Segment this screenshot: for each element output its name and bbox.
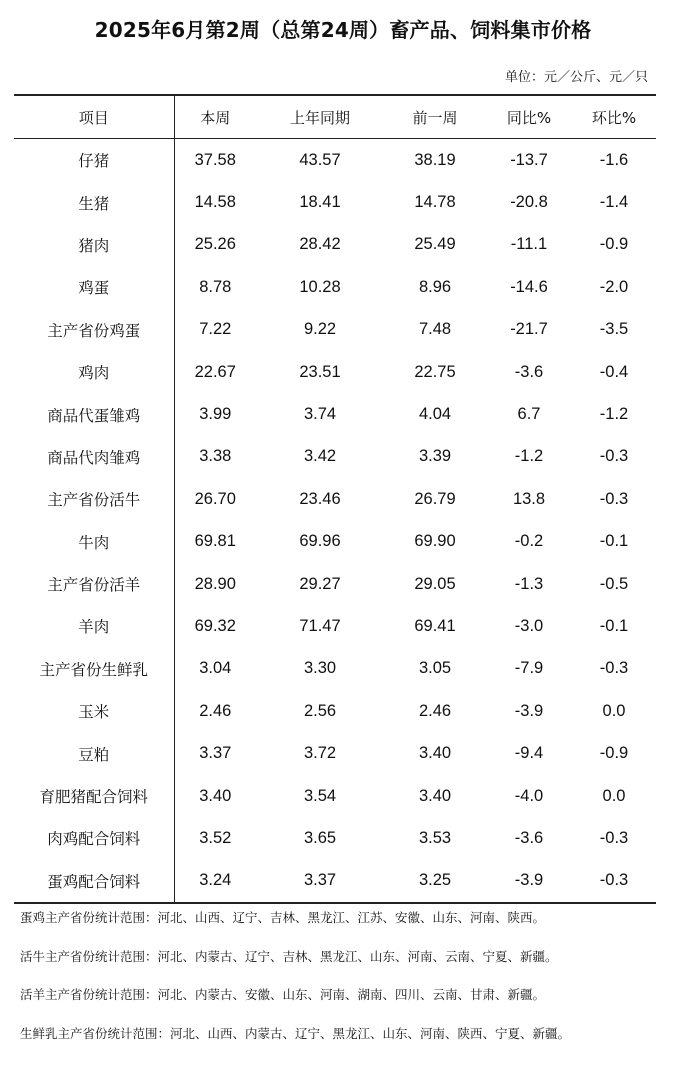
cell-item: 主产省份生鲜乳 — [14, 648, 174, 690]
table-row — [14, 393, 656, 435]
cell-item: 肉鸡配合饲料 — [14, 817, 174, 859]
price-table — [14, 94, 656, 904]
cell-item: 玉米 — [14, 690, 174, 732]
table-row — [14, 436, 656, 478]
cell-prev-week: 3.53 — [418, 828, 452, 847]
cell-item: 牛肉 — [14, 521, 174, 563]
cell-wow: -0.3 — [572, 860, 656, 903]
cell-prev-week: 3.39 — [418, 447, 452, 466]
cell-yoy: -1.2 — [514, 447, 544, 466]
header-this-week: 本周 — [174, 95, 256, 139]
cell-wow: -0.1 — [599, 616, 629, 635]
cell-this-week: 3.52 — [199, 828, 232, 847]
cell-last-year: 3.72 — [303, 744, 337, 763]
table-row — [14, 860, 656, 903]
cell-prev-week: 3.40 — [418, 786, 452, 805]
cell-yoy: -0.2 — [514, 532, 544, 551]
cell-wow: -0.3 — [599, 489, 629, 508]
cell-this-week: 14.58 — [194, 193, 236, 212]
cell-wow: -0.3 — [599, 447, 629, 466]
cell-yoy: 13.8 — [512, 489, 546, 508]
cell-wow: -0.4 — [599, 362, 629, 381]
cell-wow: -0.3 — [599, 659, 629, 678]
cell-item: 鸡蛋 — [14, 266, 174, 308]
cell-yoy: -3.6 — [514, 362, 544, 381]
cell-yoy: -14.6 — [510, 277, 548, 296]
cell-item: 猪肉 — [14, 224, 174, 266]
cell-this-week: 3.37 — [199, 744, 232, 763]
cell-wow: 0.0 — [602, 701, 626, 720]
cell-last-year: 71.47 — [299, 616, 341, 635]
header-yoy: 同比% — [486, 95, 572, 139]
cell-wow: -0.9 — [599, 235, 629, 254]
cell-yoy: -7.9 — [514, 659, 544, 678]
cell-last-year: 3.42 — [303, 447, 337, 466]
cell-prev-week: 69.90 — [414, 532, 456, 551]
table-row — [14, 181, 656, 223]
table-row — [14, 563, 656, 605]
cell-prev-week: 7.48 — [418, 320, 452, 339]
table-row — [14, 648, 656, 690]
cell-last-year: 23.51 — [299, 362, 341, 381]
cell-last-year: 69.96 — [299, 532, 341, 551]
cell-last-year: 10.28 — [299, 277, 341, 296]
cell-wow: 0.0 — [602, 786, 626, 805]
table-row — [14, 690, 656, 732]
cell-prev-week: 3.25 — [384, 860, 486, 903]
table-row — [14, 817, 656, 859]
cell-item: 豆粕 — [14, 732, 174, 774]
cell-yoy: -3.9 — [514, 701, 544, 720]
header-item: 项目 — [14, 95, 174, 139]
cell-item: 鸡肉 — [14, 351, 174, 393]
cell-yoy: -9.4 — [514, 744, 544, 763]
cell-wow: -0.3 — [599, 828, 629, 847]
cell-this-week: 28.90 — [194, 574, 236, 593]
cell-last-year: 23.46 — [299, 489, 341, 508]
cell-prev-week: 3.05 — [418, 659, 452, 678]
cell-prev-week: 25.49 — [414, 235, 456, 254]
header-last-year: 上年同期 — [256, 95, 384, 139]
cell-prev-week: 69.41 — [414, 616, 456, 635]
header-prev-week: 前一周 — [384, 95, 486, 139]
cell-item: 羊肉 — [14, 605, 174, 647]
cell-this-week: 3.04 — [199, 659, 232, 678]
cell-prev-week: 22.75 — [414, 362, 456, 381]
cell-last-year: 2.56 — [303, 701, 337, 720]
table-row — [14, 224, 656, 266]
cell-this-week: 7.22 — [199, 320, 232, 339]
cell-this-week: 37.58 — [194, 150, 236, 169]
table-row — [14, 605, 656, 647]
cell-yoy: -20.8 — [510, 193, 548, 212]
cell-item: 主产省份活羊 — [14, 563, 174, 605]
note-line: 活羊主产省份统计范围：河北、内蒙古、安徽、山东、河南、湖南、四川、云南、甘肃、新疆。 — [20, 987, 546, 1002]
cell-last-year: 43.57 — [299, 150, 341, 169]
cell-yoy: 6.7 — [517, 405, 541, 424]
cell-wow: -0.9 — [599, 744, 629, 763]
cell-wow: -2.0 — [599, 277, 629, 296]
cell-wow: -0.5 — [599, 574, 629, 593]
cell-wow: -1.6 — [599, 150, 629, 169]
table-row — [14, 478, 656, 520]
note-line: 生鲜乳主产省份统计范围：河北、山西、内蒙古、辽宁、黑龙江、山东、河南、陕西、宁夏、新疆。 — [20, 1025, 571, 1041]
note-line: 活牛主产省份统计范围：河北、内蒙古、辽宁、吉林、黑龙江、山东、河南、云南、宁夏、新疆。 — [20, 948, 558, 964]
table-header-row — [14, 95, 656, 139]
notes-section — [20, 908, 670, 1062]
cell-last-year: 3.37 — [256, 860, 384, 903]
cell-this-week: 8.78 — [199, 277, 232, 296]
cell-this-week: 3.24 — [174, 860, 256, 903]
cell-this-week: 25.26 — [194, 235, 236, 254]
cell-yoy: -3.0 — [514, 616, 544, 635]
cell-item: 生猪 — [14, 181, 174, 223]
cell-yoy: -4.0 — [514, 786, 544, 805]
table-row — [14, 732, 656, 774]
cell-prev-week: 38.19 — [414, 150, 456, 169]
table-row — [14, 139, 656, 182]
cell-this-week: 22.67 — [194, 362, 236, 381]
note-line: 蛋鸡主产省份统计范围：河北、山西、辽宁、吉林、黑龙江、江苏、安徽、山东、河南、陕西。 — [20, 910, 546, 925]
cell-item: 商品代蛋雏鸡 — [14, 393, 174, 435]
table-row — [14, 775, 656, 817]
cell-wow: -3.5 — [599, 320, 629, 339]
cell-item: 商品代肉雏鸡 — [14, 436, 174, 478]
cell-yoy: -1.3 — [514, 574, 544, 593]
cell-last-year: 3.65 — [303, 828, 337, 847]
cell-prev-week: 4.04 — [418, 405, 452, 424]
cell-last-year: 3.74 — [303, 405, 337, 424]
cell-this-week: 69.81 — [194, 532, 236, 551]
cell-prev-week: 26.79 — [414, 489, 456, 508]
table-row — [14, 521, 656, 563]
cell-yoy: -13.7 — [510, 150, 548, 169]
cell-prev-week: 3.40 — [418, 744, 452, 763]
cell-item: 仔猪 — [14, 139, 174, 182]
cell-prev-week: 29.05 — [414, 574, 456, 593]
cell-yoy: -3.9 — [486, 860, 572, 903]
cell-prev-week: 14.78 — [414, 193, 456, 212]
table-row — [14, 266, 656, 308]
cell-yoy: -21.7 — [510, 320, 548, 339]
cell-prev-week: 8.96 — [418, 277, 452, 296]
cell-last-year: 28.42 — [299, 235, 341, 254]
cell-wow: -0.1 — [599, 532, 629, 551]
header-wow: 环比% — [572, 95, 656, 139]
cell-this-week: 3.38 — [199, 447, 232, 466]
cell-wow: -1.2 — [599, 405, 629, 424]
table-row — [14, 351, 656, 393]
cell-item: 主产省份活牛 — [14, 478, 174, 520]
cell-yoy: -3.6 — [514, 828, 544, 847]
table-body — [14, 139, 656, 904]
cell-this-week: 3.99 — [199, 405, 232, 424]
cell-last-year: 18.41 — [299, 193, 341, 212]
cell-this-week: 69.32 — [194, 616, 236, 635]
cell-last-year: 9.22 — [303, 320, 337, 339]
cell-wow: -1.4 — [599, 193, 629, 212]
table-row — [14, 309, 656, 351]
unit-label: 单位：元／公斤、元／只 — [504, 70, 648, 85]
cell-prev-week: 2.46 — [418, 701, 452, 720]
cell-item: 育肥猪配合饲料 — [14, 775, 174, 817]
cell-last-year: 3.54 — [303, 786, 337, 805]
cell-this-week: 26.70 — [194, 489, 236, 508]
cell-last-year: 29.27 — [299, 574, 341, 593]
cell-this-week: 2.46 — [199, 701, 232, 720]
cell-last-year: 3.30 — [303, 659, 337, 678]
cell-this-week: 3.40 — [199, 786, 232, 805]
cell-item: 蛋鸡配合饲料 — [14, 860, 174, 903]
cell-yoy: -11.1 — [510, 235, 548, 254]
page-title: 2025年6月第2周（总第24周）畜产品、饲料集市价格 — [94, 18, 592, 42]
cell-item: 主产省份鸡蛋 — [14, 309, 174, 351]
